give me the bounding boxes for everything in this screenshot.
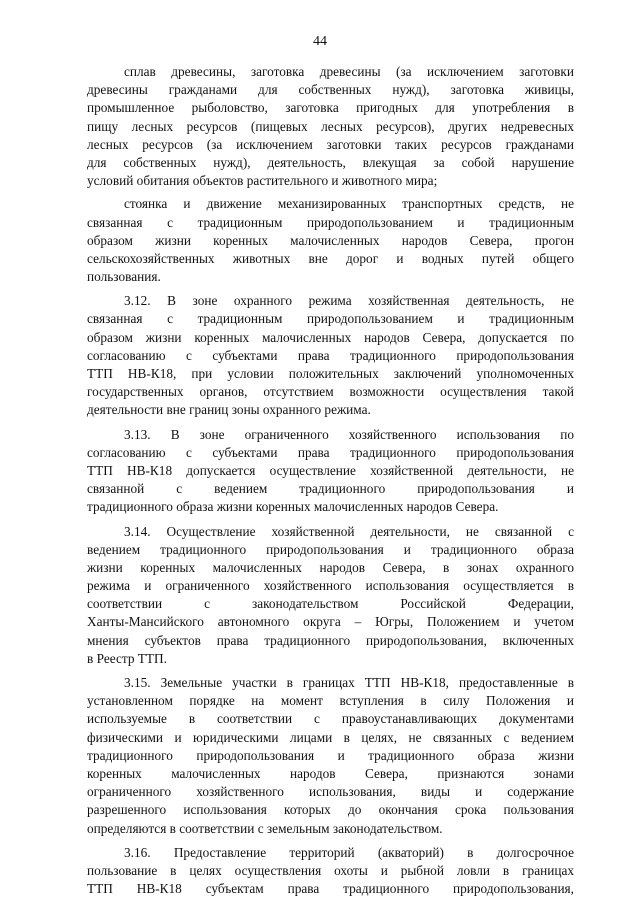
text-line: установленном порядке на момент вступления в силу Положения и xyxy=(87,693,574,709)
text-line: государственных органов, отсутствием возможности осуществления такой xyxy=(87,384,574,400)
text-line: связанная с традиционным природопользованием и традиционным xyxy=(87,311,574,327)
text-line: мнения субъектов права традиционного природопользования, включенных xyxy=(87,632,574,648)
paragraph-3-12 xyxy=(87,292,574,419)
text-line: 3.12. В зоне охранного режима хозяйственная деятельность, не xyxy=(124,293,574,309)
text-line: образом жизни коренных малочисленных народов Севера, прогон xyxy=(87,232,574,248)
text-line: согласованию с субъектами права традиционного природопользования xyxy=(87,347,574,363)
text-line: деятельности вне границ зоны охранного режима. xyxy=(87,402,371,418)
text-line: традиционного образа жизни коренных малочисленных народов Севера. xyxy=(87,499,499,515)
paragraph-3-16 xyxy=(87,844,574,899)
text-line: для собственных нужд), деятельность, влекущая за собой нарушение xyxy=(87,154,574,170)
text-line: пищу лесных ресурсов (пищевых лесных ресурсов), других недревесных xyxy=(87,118,574,134)
text-line: 3.15. Земельные участки в границах ТТП НВ-К18, предоставленные в xyxy=(124,675,574,690)
text-line: согласованию с субъектами права традиционного природопользования xyxy=(87,444,574,460)
text-line: традиционного природопользования и традиционного образа жизни xyxy=(87,747,574,763)
text-line: лесных ресурсов (за исключением заготовки таких ресурсов гражданами xyxy=(87,136,574,152)
text-line: ТТП НВ-К18, при условии положительных заключений уполномоченных xyxy=(87,366,574,381)
text-line: 3.16. Предоставление территорий (акваторий) в долгосрочное xyxy=(124,844,574,860)
text-line: древесины гражданами для собственных нужд), заготовка живицы, xyxy=(87,82,574,98)
text-line: определяются в соответствии с земельным законодательством. xyxy=(87,820,443,836)
paragraph-3-13 xyxy=(87,426,574,517)
text-line: коренных малочисленных народов Севера, признаются зонами xyxy=(87,765,574,781)
text-line: 3.14. Осуществление хозяйственной деятельности, не связанной с xyxy=(124,523,574,539)
text-line: ТТП НВ-К18 субъектам права традиционного природопользования, xyxy=(87,881,574,897)
text-line: связанной с ведением традиционного природопользования и xyxy=(87,481,574,497)
paragraph-vehicles xyxy=(87,195,574,286)
paragraph-3-14 xyxy=(87,523,574,669)
document-body xyxy=(87,63,574,898)
text-line: соответствии с законодательством Российской Федерации, xyxy=(87,596,574,612)
page-number: 44 xyxy=(313,34,327,49)
text-line: сплав древесины, заготовка древесины (за исключением заготовки xyxy=(124,64,574,79)
text-line: ведением традиционного природопользования и традиционного образа xyxy=(87,541,574,557)
text-line: режима и ограниченного хозяйственного использования осуществляется в xyxy=(87,578,574,594)
text-line: пользование в целях осуществления охоты и рыбной ловли в границах xyxy=(87,862,574,878)
paragraph-3-15 xyxy=(87,674,574,838)
text-line: условий обитания объектов растительного и животного мира; xyxy=(87,173,438,189)
text-line: в Реестр ТТП. xyxy=(87,650,167,666)
text-line: пользования. xyxy=(87,269,161,285)
text-line: стоянка и движение механизированных транспортных средств, не xyxy=(124,196,574,212)
text-line: промышленное рыболовство, заготовка пригодных для употребления в xyxy=(87,100,574,116)
text-line: образом жизни коренных малочисленных народов Севера, допускается по xyxy=(87,329,574,345)
text-line: Ханты-Мансийского автономного округа – Югры, Положением и учетом xyxy=(87,614,574,630)
text-line: используемые в соответствии с правоустанавливающих документами xyxy=(87,711,574,727)
paragraph-activities-list-end xyxy=(87,63,574,190)
text-line: жизни коренных малочисленных народов Севера, в зонах охранного xyxy=(87,559,574,575)
text-line: разрешенного использования которых до окончания срока пользования xyxy=(87,802,574,818)
text-line: 3.13. В зоне ограниченного хозяйственного использования по xyxy=(124,426,574,442)
text-line: связанная с традиционным природопользованием и традиционным xyxy=(87,214,574,230)
text-line: ТТП НВ-К18 допускается осуществление хозяйственной деятельности, не xyxy=(87,462,574,478)
text-line: физическими и юридическими лицами в целях, не связанных с ведением xyxy=(87,729,574,745)
text-line: сельскохозяйственных животных вне дорог и водных путей общего xyxy=(87,250,574,266)
text-line: ограниченного хозяйственного использования, виды и содержание xyxy=(87,784,574,800)
